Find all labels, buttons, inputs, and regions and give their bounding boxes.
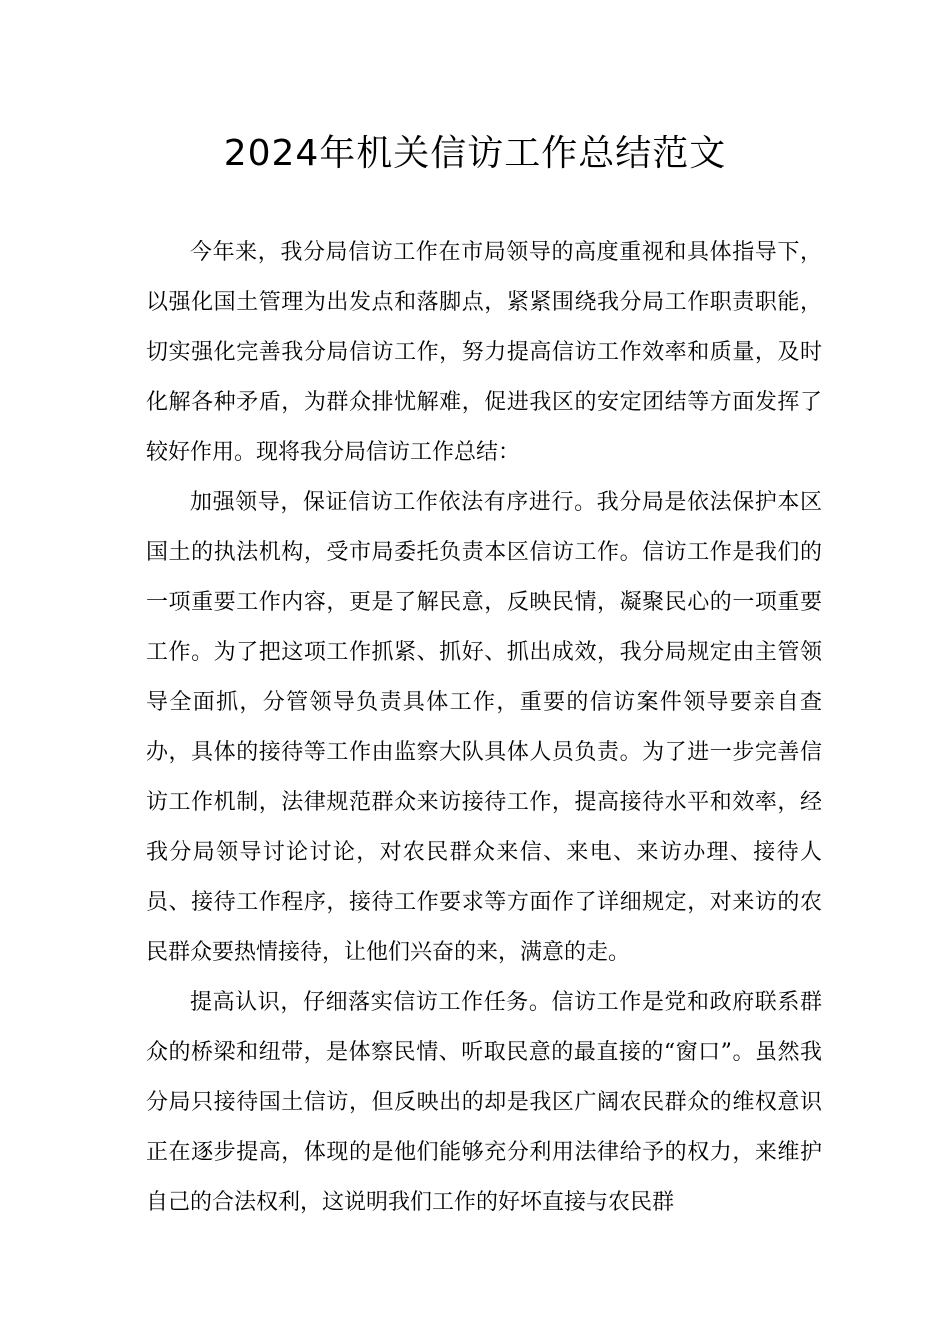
paragraph-intro: 今年来，我分局信访工作在市局领导的高度重视和具体指导下，以强化国土管理为出发点和落脚点，紧紧围绕我分局工作职责职能，切实强化完善我分局信访工作，努力提高信访工作效率和质量，及时化解各种矛盾，为群众排忧解难，促进我区的安定团结等方面发挥了较好作用。现将我分局信访工作总结： <box>146 240 822 465</box>
document-body <box>146 228 822 1228</box>
paragraph-leadership: 加强领导，保证信访工作依法有序进行。我分局是依法保护本区国土的执法机构，受市局委托负责本区信访工作。信访工作是我们的一项重要工作内容，更是了解民意，反映民情，凝聚民心的一项重要工作。为了把这项工作抓紧、抓好、抓出成效，我分局规定由主管领导全面抓，分管领导负责具体工作，重要的信访案件领导要亲自查办，具体的接待等工作由监察大队具体人员负责。为了进一步完善信访工作机制，法律规范群众来访接待工作，提高接待水平和效率，经我分局领导讨论讨论，对农民群众来信、来电、来访办理、接待人员、接待工作程序，接待工作要求等方面作了详细规定，对来访的农民群众要热情接待，让他们兴奋的来，满意的走。 <box>146 490 822 965</box>
document-title: 2024年机关信访工作总结范文 <box>223 133 727 174</box>
paragraph-awareness: 提高认识，仔细落实信访工作任务。信访工作是党和政府联系群众的桥梁和纽带，是体察民情、听取民意的最直接的“窗口”。虽然我分局只接待国土信访，但反映出的却是我区广阔农民群众的维权意识正在逐步提高，体现的是他们能够充分利用法律给予的权力，来维护自己的合法权利，这说明我们工作的好坏直接与农民群 <box>146 990 822 1215</box>
